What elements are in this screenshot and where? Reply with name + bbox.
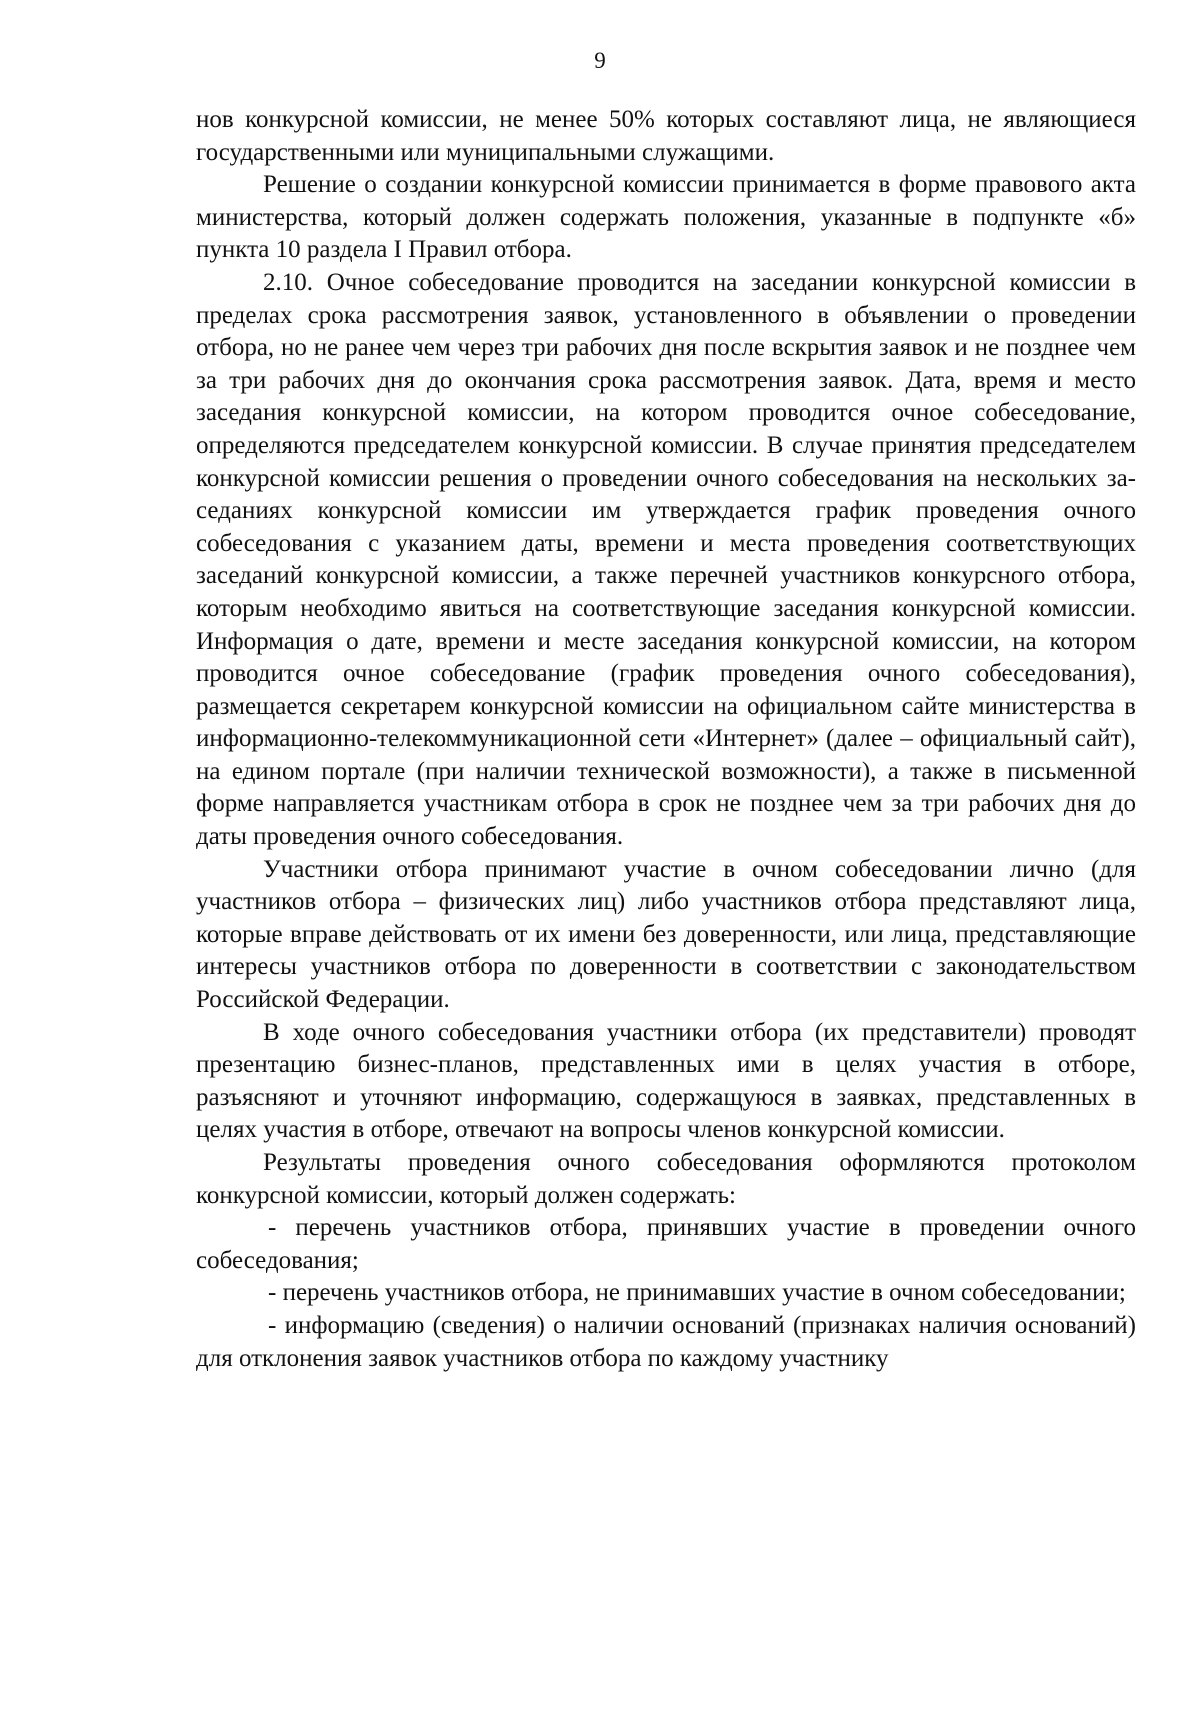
- document-body: [196, 104, 1136, 1375]
- list-item: - информацию (сведения) о наличии оснований (признаках наличия оснований) для отклонения заявок участников отбора по каждому участнику: [196, 1311, 1136, 1372]
- paragraph-continuation: нов конкурсной комиссии, не менее 50% которых составляют лица, не являющиеся государственными или муниципальными служащими.: [196, 106, 1136, 166]
- paragraph-section-2-10: 2.10. Очное собеседование проводится на заседании конкурсной комиссии в пределах срока рассмотрения заявок, установленного в объявлении о проведении отбора, но не ранее чем через три рабочих дня после вскрытия заявок и не позднее чем за три рабочих дня до окончания срока рассмотрения заявок. Дата, время и место заседания конкурсной комиссии, на котором проводится очное собеседование, определяются председателем конкурсной комиссии. В случае принятия председателем конкурсной комиссии решения о проведении очного собеседования на нескольких заседаниях конкурсной комиссии им утверждается график проведения очного собеседования с указанием даты, времени и места проведения соответствующих заседаний конкурсной комиссии, а также перечней участников конкурсного отбора, которым необходимо явиться на соответствующие заседания конкурсной комиссии. Информация о дате, времени и месте заседания конкурсной комиссии, на котором проводится очное собеседование (график проведения очного собеседования), размещается секретарем конкурсной комиссии на официальном сайте министерства в информационно-телекоммуникационной сети «Интернет» (далее – официальный сайт), на едином портале (при наличии технической возможности), а также в письменной форме направляется участникам отбора в срок не позднее чем за три рабочих дня до даты проведения очного собеседования.: [196, 268, 1136, 851]
- paragraph-commission-decision: Решение о создании конкурсной комиссии принимается в форме правового акта министерства, который должен содержать положения, указанные в подпункте «б» пункта 10 раздела I Правил отбора.: [196, 171, 1136, 264]
- paragraph-interview-course: В ходе очного собеседования участники отбора (их представители) проводят презентацию бизнес-планов, представленных ими в целях участия в отборе, разъясняют и уточняют информацию, содержащуюся в заявках, представленных в целях участия в отборе, отвечают на вопросы членов конкурсной комиссии.: [196, 1018, 1136, 1144]
- paragraph-participants: Участники отбора принимают участие в очном собеседовании лично (для участников отбора – физических лиц) либо участников отбора представляют лица, которые вправе действовать от их имени без доверенности, или лица, представляющие интересы участников отбора по доверенности в соответствии с законодательством Российской Федерации.: [196, 855, 1136, 1014]
- page-number: 9: [594, 48, 606, 73]
- list-item: - перечень участников отбора, не принимавших участие в очном собеседовании;: [268, 1279, 1126, 1307]
- list-item: - перечень участников отбора, принявших участие в проведении очного собеседования;: [196, 1214, 1136, 1274]
- paragraph-results: Результаты проведения очного собеседования оформляются протоколом конкурсной комиссии, который должен содержать:: [196, 1149, 1136, 1209]
